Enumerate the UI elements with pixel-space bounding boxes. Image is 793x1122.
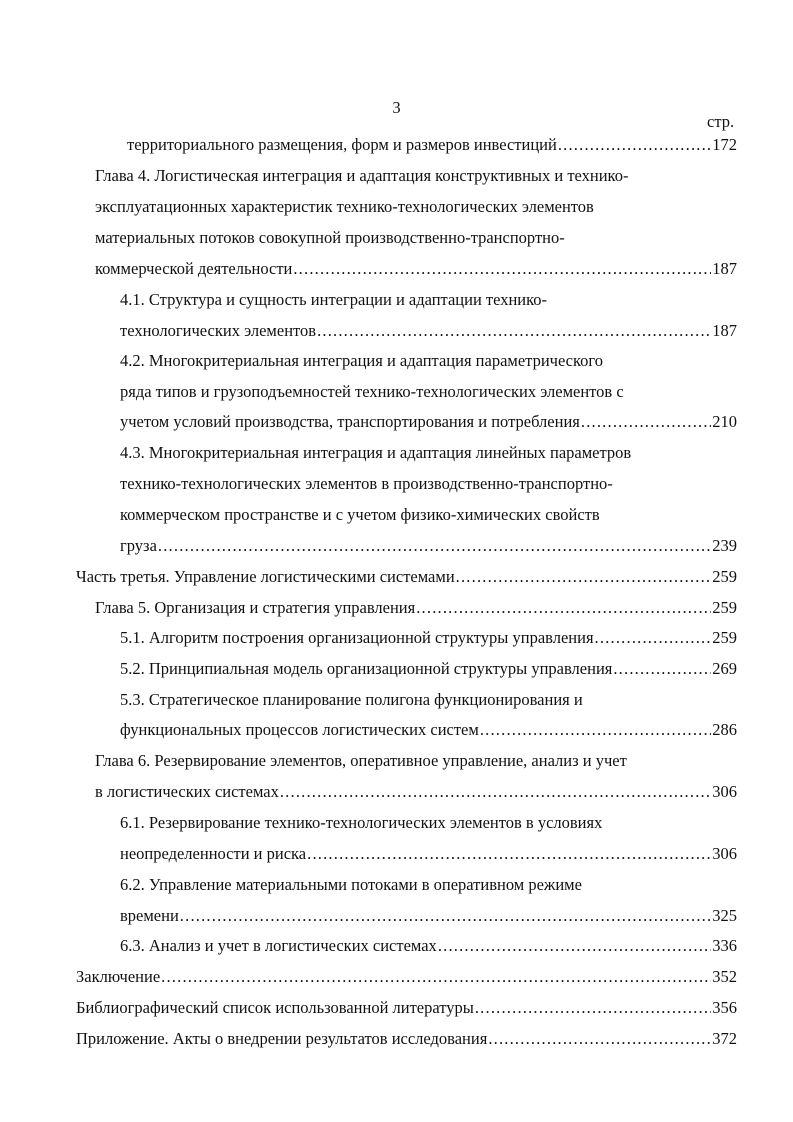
- toc-page-number: 306: [712, 844, 737, 863]
- toc-page-number: 187: [712, 259, 737, 278]
- toc-entry-line: Глава 6. Резервирование элементов, оперативное управление, анализ и учет: [95, 751, 627, 770]
- toc-entry: технологических элементов ..... 187: [120, 321, 737, 341]
- toc-page-number: 259: [712, 598, 737, 617]
- toc-page-number: 306: [712, 782, 737, 801]
- toc-page-number: 286: [712, 720, 737, 739]
- toc-entry: неопределенности и риска ..... 306: [120, 844, 737, 864]
- toc-page-number: 210: [712, 412, 737, 431]
- toc-entry: функциональных процессов логистических систем ..... 286: [120, 720, 737, 740]
- toc-page-number: 372: [712, 1029, 737, 1048]
- toc-entry: 6.3. Анализ и учет в логистических системах ..... 336: [120, 936, 737, 956]
- toc-page-number: 269: [712, 659, 737, 678]
- toc-entry-line: 4.1. Структура и сущность интеграции и адаптации технико-: [120, 290, 548, 309]
- toc-entry: коммерческой деятельности ..... 187: [95, 259, 737, 279]
- page-column-label: стр.: [707, 112, 735, 131]
- toc-entry: времени ..... 325: [120, 906, 737, 926]
- toc-entry: территориального размещения, форм и размеров инвестиций ..... 172: [127, 135, 737, 155]
- toc-entry-line: Глава 4. Логистическая интеграция и адаптация конструктивных и технико-: [95, 166, 629, 185]
- toc-page-number: 325: [712, 906, 737, 925]
- toc-page-number: 352: [712, 967, 737, 986]
- toc-entry-line: материальных потоков совокупной производственно-транспортно-: [95, 228, 565, 247]
- toc-page-number: 259: [712, 628, 737, 647]
- toc-entry-line: 4.3. Многокритериальная интеграция и адаптация линейных параметров: [120, 443, 632, 462]
- toc-page-number: 239: [712, 536, 737, 555]
- toc-entry-line: 4.2. Многокритериальная интеграция и адаптация параметрического: [120, 351, 604, 370]
- toc-entry: 5.2. Принципиальная модель организационной структуры управления ..... 269: [120, 659, 737, 679]
- page-number: 3: [392, 98, 401, 117]
- toc-entry: в логистических системах ..... 306: [95, 782, 737, 802]
- toc-page-number: 187: [712, 321, 737, 340]
- toc-entry: Приложение. Акты о внедрении результатов исследования ..... 372: [76, 1029, 737, 1049]
- toc-page-number: 259: [712, 567, 737, 586]
- toc-entry: груза ..... 239: [120, 536, 737, 556]
- toc-entry-line: технико-технологических элементов в производственно-транспортно-: [120, 474, 613, 493]
- toc-entry-line: ряда типов и грузоподъемностей технико-технологических элементов с: [120, 382, 624, 401]
- toc-entry-line: эксплуатационных характеристик технико-технологических элементов: [95, 197, 594, 216]
- toc-entry: Часть третья. Управление логистическими системами ..... 259: [76, 567, 737, 587]
- toc-entry: Библиографический список использованной литературы ..... 356: [76, 998, 737, 1018]
- toc-page-number: 172: [712, 135, 737, 154]
- toc-entry-line: коммерческом пространстве и с учетом физико-химических свойств: [120, 505, 600, 524]
- toc-entry: учетом условий производства, транспортирования и потребления ..... 210: [120, 412, 737, 432]
- toc-entry-line: 6.1. Резервирование технико-технологических элементов в условиях: [120, 813, 603, 832]
- toc-entry: Заключение ..... 352: [76, 967, 737, 987]
- toc-entry: 5.1. Алгоритм построения организационной структуры управления ..... 259: [120, 628, 737, 648]
- toc-page-number: 356: [712, 998, 737, 1017]
- toc-entry-line: 6.2. Управление материальными потоками в оперативном режиме: [120, 875, 582, 894]
- toc-entry: Глава 5. Организация и стратегия управления ..... 259: [95, 598, 737, 618]
- toc-entry-line: 5.3. Стратегическое планирование полигона функционирования и: [120, 690, 583, 709]
- toc-page-number: 336: [712, 936, 737, 955]
